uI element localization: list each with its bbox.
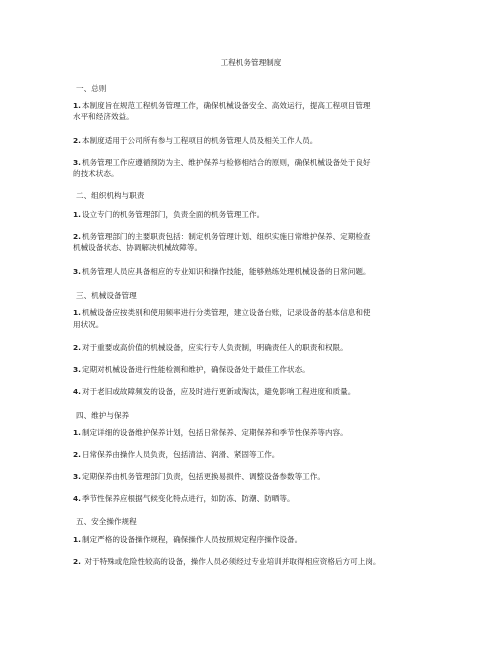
clause-text: 机械设备应按类别和使用频率进行分类管理，建立设备台账，记录设备的基本信息和使	[81, 308, 371, 317]
section-heading: 二、组织机构与职责	[76, 191, 145, 200]
clause-text: 机械设备状态、协调解决机械故障等。	[73, 243, 203, 252]
clause-line	[73, 101, 371, 111]
document-title: 工程机务管理制度	[220, 58, 282, 67]
clause-text: 机务管理工作应遵循预防为主、维护保养与检修相结合的原则，确保机械设备处于良好	[81, 158, 371, 167]
clause-line	[73, 494, 295, 504]
clause-number: 1.	[73, 308, 81, 317]
clause-line	[73, 308, 371, 318]
clause-line	[73, 343, 348, 353]
clause-text: 本制度旨在规范工程机务管理工作，确保机械设备安全、高效运行，提高工程项目管理	[81, 101, 371, 110]
section-heading: 一、总则	[76, 84, 107, 93]
clause-text: 制定详细的设备维护保养计划，包括日常保养、定期保养和季节性保养等内容。	[81, 428, 348, 437]
clause-line	[73, 136, 317, 146]
clause-number: 1.	[73, 210, 81, 219]
clause-text: 日常保养由操作人员负责，包括清洁、润滑、紧固等工作。	[81, 450, 280, 459]
clause-text: 机务管理人员应具备相应的专业知识和操作技能，能够熟练处理机械设备的日常问题。	[81, 267, 371, 276]
clause-number: 3.	[73, 472, 81, 481]
clause-line	[73, 557, 381, 567]
clause-line	[73, 232, 371, 242]
clause-line	[73, 387, 355, 397]
clause-number: 2.	[73, 343, 81, 352]
clause-number: 4.	[73, 494, 81, 503]
clause-line	[73, 450, 279, 460]
clause-text: 机务管理部门的主要职责包括：制定机务管理计划、组织实施日常维护保养、定期检查	[81, 232, 371, 241]
clause-text: 用状况。	[73, 320, 104, 329]
clause-text: 本制度适用于公司所有参与工程项目的机务管理人员及相关工作人员。	[81, 136, 318, 145]
section-heading: 五、安全操作规程	[76, 517, 137, 526]
section-heading: 四、维护与保养	[76, 411, 130, 420]
section-heading: 三、机械设备管理	[76, 291, 137, 300]
clause-text: 定期对机械设备进行性能检测和维护，确保设备处于最佳工作状态。	[81, 365, 310, 374]
clause-line	[73, 267, 371, 277]
clause-text: 季节性保养应根据气候变化特点进行，如防冻、防潮、防晒等。	[81, 494, 295, 503]
clause-text: 的技术状态。	[73, 169, 119, 178]
clause-number: 1.	[73, 535, 81, 544]
clause-number: 2.	[73, 232, 81, 241]
clause-number: 3.	[73, 267, 81, 276]
clause-text: 定期保养由机务管理部门负责，包括更换易损件、调整设备参数等工作。	[81, 472, 325, 481]
clause-number: 1.	[73, 101, 81, 110]
clause-text: 对于重要或高价值的机械设备，应实行专人负责制，明确责任人的职责和权限。	[81, 343, 348, 352]
clause-line	[73, 428, 348, 438]
clause-line	[73, 535, 302, 545]
clause-number: 4.	[73, 387, 81, 396]
clause-line	[73, 365, 310, 375]
clause-text: 制定严格的设备操作规程，确保操作人员按照规定程序操作设备。	[81, 535, 303, 544]
clause-line	[73, 472, 325, 482]
clause-number: 2.	[73, 450, 81, 459]
clause-number: 3.	[73, 365, 81, 374]
clause-line	[73, 210, 264, 220]
clause-number: 3.	[73, 158, 81, 167]
clause-text: 对于特殊或危险性较高的设备，操作人员必须经过专业培训并取得相应资格后方可上岗。	[81, 557, 381, 566]
clause-text: 设立专门的机务管理部门，负责全面的机务管理工作。	[81, 210, 265, 219]
clause-number: 2.	[73, 136, 81, 145]
clause-text: 对于老旧或故障频发的设备，应及时进行更新或淘汰，避免影响工程进度和质量。	[81, 387, 356, 396]
clause-line	[73, 158, 371, 168]
clause-text: 水平和经济效益。	[73, 112, 134, 121]
clause-number: 2.	[73, 557, 81, 566]
clause-number: 1.	[73, 428, 81, 437]
